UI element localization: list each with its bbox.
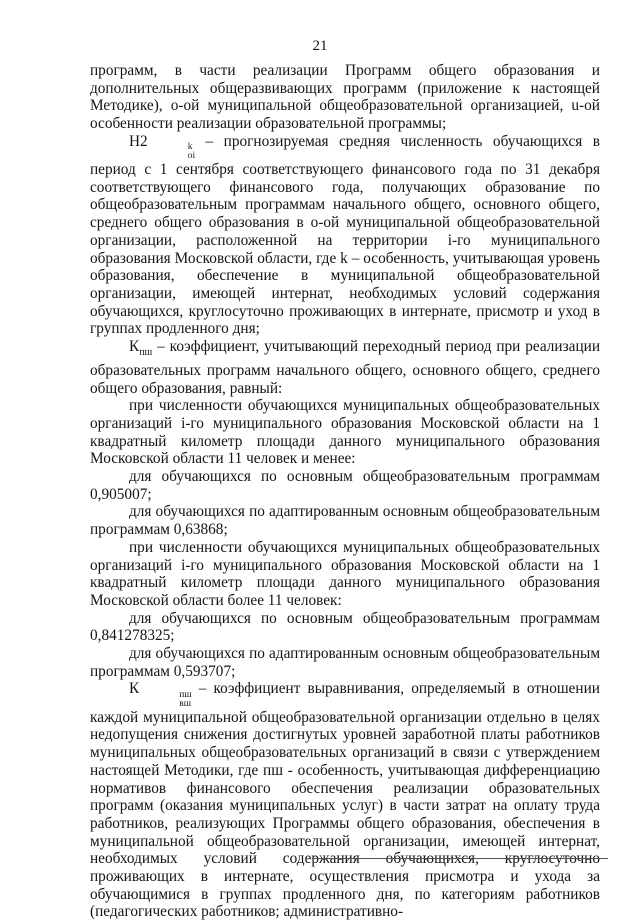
paragraph-adapted-high: для обучающихся по адаптированным основным общеобразовательным программам 0,593707; [90, 645, 600, 680]
paragraph-kvsh-definition [90, 680, 600, 921]
paragraph-basic-high: для обучающихся по основным общеобразовательным программам 0,841278325; [90, 609, 600, 645]
symbol-h2: Н2 k oi [129, 132, 196, 162]
paragraph-density-high: при численности обучающихся муниципальных общеобразовательных организаций i-го муниципального образования Московской области на 1 квадратный километр площади данного муниципального образования Московской области более 11 человек: [90, 538, 600, 609]
symbol-kpsh: $К_{пш}$ [129, 338, 153, 359]
paragraph-kpsh-definition [90, 338, 600, 397]
kvsh-definition-text: – коэффициент выравнивания, определяемый в отношении каждой муниципальной общеобразовательной организации отдельно в целях недопущения снижения достигнутых уровней заработной платы работников муниципальных общеобразовательных организаций в связи с утверждением настоящей Методики, где пш - особенность, учитывающая дифференциацию нормативов финансового обеспечения реализации образовательных программ (оказания муниципальных услуг) в части затрат на оплату труда работников, реализующих Программы общего образования, обеспечения в муниципальной общеобразовательной организации, имеющей интернат, необходимых условий содержания обучающихся, круглосуточно проживающих в интернате, осуществления присмотра и ухода за обучающимися в группах продленного дня, по категориям работников (педагогических работников; административно- [90, 680, 600, 921]
paragraph-h2-definition [90, 133, 600, 338]
page-number: 21 [312, 38, 328, 54]
paragraph-basic-low: для обучающихся по основным общеобразовательным программам 0,905007; [90, 468, 600, 503]
body-text [90, 62, 600, 921]
paragraph-density-low: при численности обучающихся муниципальных общеобразовательных организаций i-го муниципального образования Московской области на 1 квадратный километр площади данного муниципального образования Московской области 11 человек и менее: [90, 397, 600, 468]
h2-definition-text: – прогнозируемая средняя численность обучающихся в период с 1 сентября соответствующего финансового года по 31 декабря соответствующего финансового года, получающих образование по общеобразовательным программам начального общего, основного общего, среднего общего образования в о-ой муниципальной общеобразовательной организации, расположенной на территории i-го муниципального образования Московской области, где k – особенность, учитывающая уровень образования, обеспечение в муниципальной общеобразовательной организации, имеющей интернат, необходимых условий содержания обучающихся, круглосуточно проживающих в интернате, присмотр и уход в группах продленного дня; [90, 132, 600, 338]
paragraph-adapted-low: для обучающихся по адаптированным основным общеобразовательным программам 0,63868; [90, 503, 600, 539]
bottom-rule [312, 858, 608, 859]
kpsh-definition-text: – коэффициент, учитывающий переходный период при реализации образовательных программ начального общего, основного общего, среднего общего образования, равный: [90, 338, 600, 397]
paragraph-programs-continuation: программ, в части реализации Программ общего образования и дополнительных общеразвивающих программ (приложение к настоящей Методике), о-ой муниципальной общеобразовательной организацией, u-ой особенности реализации образовательной программы; [90, 62, 600, 133]
symbol-kvsh: К пш вш [129, 680, 192, 709]
